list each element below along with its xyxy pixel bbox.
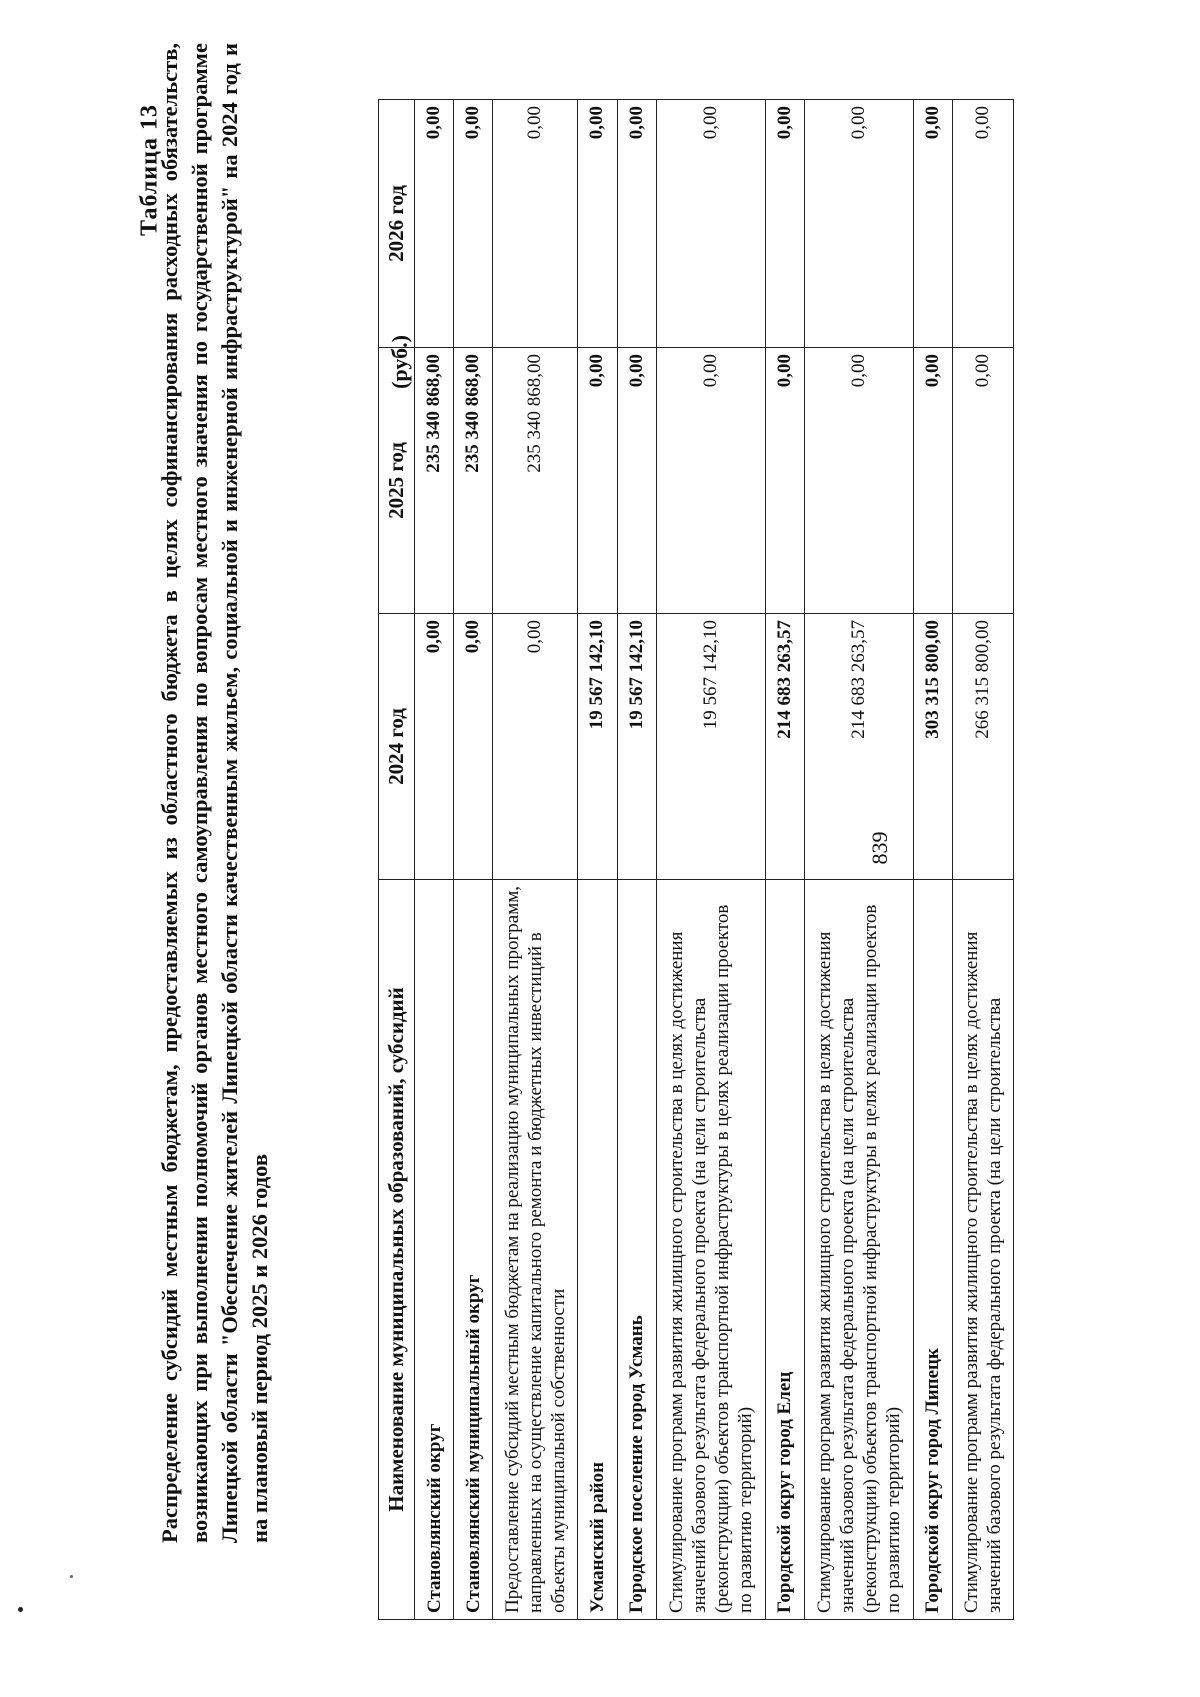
row-2024: 214 683 263,57 [765, 614, 804, 880]
row-name: Стимулирование программ развития жилищного строительства в целях достижения значений базового результата федерального проекта (на цели строительства (реконструкции) объектов транспортной инфраструктуры в целях реализации проектов по развитию территорий) [804, 880, 913, 1620]
row-2024: 266 315 800,00 [952, 614, 1013, 880]
scan-speck [70, 1575, 73, 1578]
page-number: 839 [867, 831, 892, 865]
table-row [617, 100, 656, 1620]
row-name: Предоставление субсидий местным бюджетам на реализацию муниципальных программ, направленных на осуществление капитального ремонта и бюджетных инвестиций в объекты муниципальной собственности [493, 880, 578, 1620]
table-row [765, 100, 804, 1620]
table-row [454, 100, 493, 1620]
row-2026: 0,00 [765, 100, 804, 348]
row-2025: 235 340 868,00 [454, 348, 493, 614]
table-label: Таблица 13 [136, 104, 163, 236]
row-name: Стимулирование программ развития жилищного строительства в целях достижения значений базового результата федерального проекта (на цели строительства [952, 880, 1013, 1620]
row-name: Городское поселение город Усмань [617, 880, 656, 1620]
scan-speck [18, 1607, 23, 1612]
row-2026: 0,00 [617, 100, 656, 348]
row-name: Городской округ город Липецк [913, 880, 952, 1620]
table-header-row [379, 100, 415, 1620]
row-2025: 0,00 [578, 348, 617, 614]
table-row [656, 100, 765, 1620]
row-2025: 0,00 [617, 348, 656, 614]
row-name: Городской округ город Елец [765, 880, 804, 1620]
header-2025: 2025 год [379, 348, 415, 614]
row-2024: 0,00 [415, 614, 454, 880]
table-row [952, 100, 1013, 1620]
table-row [804, 100, 913, 1620]
row-name: Становлянский округ [415, 880, 454, 1620]
row-2026: 0,00 [493, 100, 578, 348]
row-name: Становлянский муниципальный округ [454, 880, 493, 1620]
header-2026: 2026 год [379, 100, 415, 348]
row-name: Усманский район [578, 880, 617, 1620]
row-2024: 214 683 263,57 [804, 614, 913, 880]
row-name: Стимулирование программ развития жилищного строительства в целях достижения значений базового результата федерального проекта (на цели строительства (реконструкции) объектов транспортной инфраструктуры в целях реализации проектов по развитию территорий) [656, 880, 765, 1620]
row-2025: 0,00 [804, 348, 913, 614]
row-2025: 0,00 [913, 348, 952, 614]
table-row [913, 100, 952, 1620]
subsidy-table [378, 99, 1014, 1620]
row-2026: 0,00 [952, 100, 1013, 348]
subsidy-table-wrapper [378, 100, 1014, 1620]
row-2024: 0,00 [454, 614, 493, 880]
unit-label: (руб.) [387, 335, 412, 389]
table-row [578, 100, 617, 1620]
row-2026: 0,00 [454, 100, 493, 348]
table-row [493, 100, 578, 1620]
row-2024: 19 567 142,10 [617, 614, 656, 880]
header-2024: 2024 год [379, 614, 415, 880]
row-2025: 0,00 [656, 348, 765, 614]
row-2026: 0,00 [656, 100, 765, 348]
row-2024: 0,00 [493, 614, 578, 880]
row-2025: 0,00 [765, 348, 804, 614]
row-2025: 235 340 868,00 [493, 348, 578, 614]
row-2026: 0,00 [415, 100, 454, 348]
row-2025: 0,00 [952, 348, 1013, 614]
row-2026: 0,00 [913, 100, 952, 348]
header-name: Наименование муниципальных образований, субсидий [379, 880, 415, 1620]
document-title: Распределение субсидий местным бюджетам, предоставляемых из областного бюджета в целях софинансирования расходных обязательств, возникающих при выполнении полномочий органов местного самоуправления по вопросам местного значения по государственной программе Липецкой области "Обеспечение жителей Липецкой области качественным жильем, социальной и инженерной инфраструктурой" на 2024 год и на плановый период 2025 и 2026 годов [157, 43, 272, 1543]
row-2024: 303 315 800,00 [913, 614, 952, 880]
row-2025: 235 340 868,00 [415, 348, 454, 614]
row-2026: 0,00 [578, 100, 617, 348]
row-2024: 19 567 142,10 [578, 614, 617, 880]
table-row [415, 100, 454, 1620]
row-2024: 19 567 142,10 [656, 614, 765, 880]
row-2026: 0,00 [804, 100, 913, 348]
